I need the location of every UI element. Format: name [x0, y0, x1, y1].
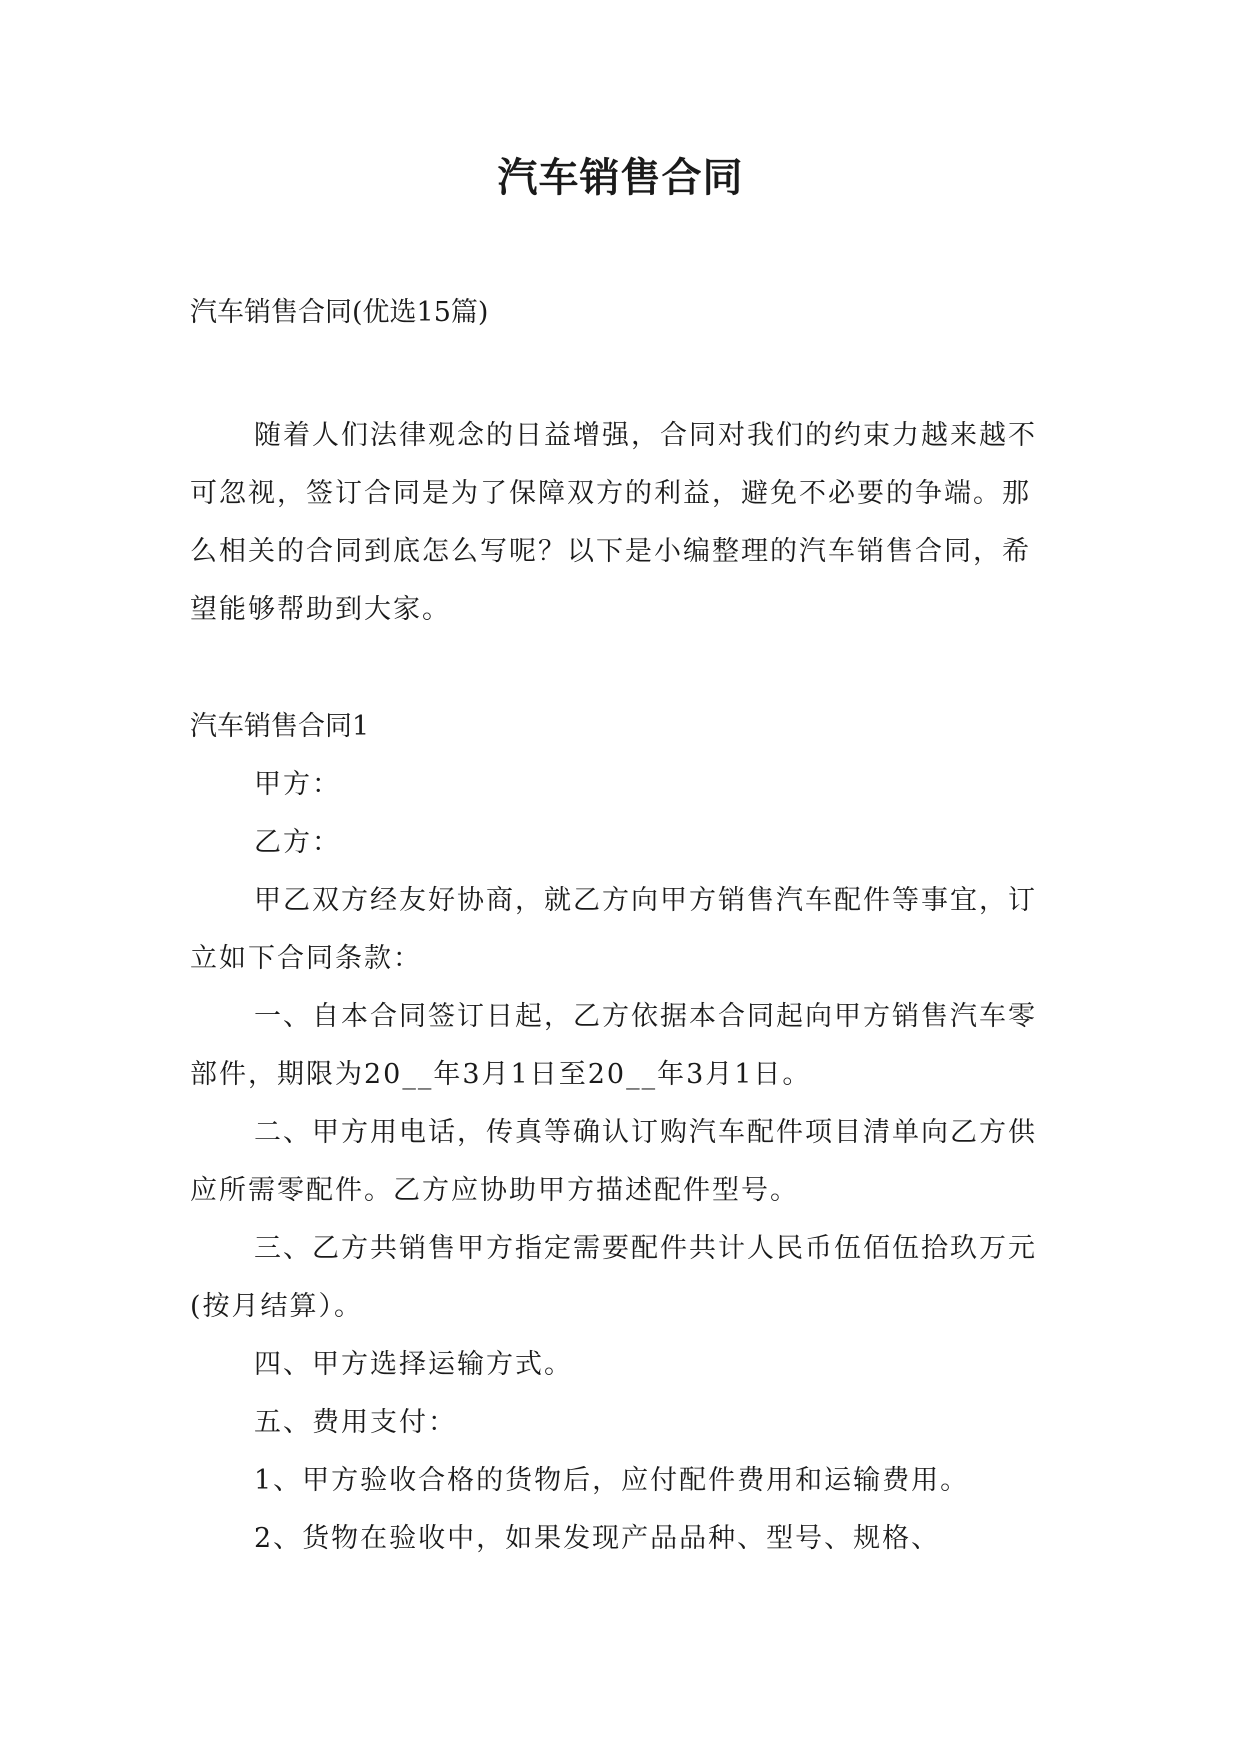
clause-5-item-2: 2、货物在验收中，如果发现产品品种、型号、规格、	[254, 1523, 941, 1554]
clause-preamble: 甲乙双方经友好协商，就乙方向甲方销售汽车配件等事宜，订立如下合同条款：	[190, 885, 1037, 974]
document-title: 汽车销售合同	[497, 155, 744, 201]
clause-party-a: 甲方：	[254, 769, 341, 800]
contract-section	[190, 698, 1050, 1568]
clause-1-term: 一、自本合同签订日起，乙方依据本合同起向甲方销售汽车零部件，期限为20__年3月1日至20__年3月1日。	[190, 1001, 1037, 1090]
clause-2-ordering: 二、甲方用电话，传真等确认订购汽车配件项目清单向乙方供应所需零配件。乙方应协助甲方描述配件型号。	[190, 1117, 1037, 1206]
intro-paragraph: 随着人们法律观念的日益增强，合同对我们的约束力越来越不可忽视，签订合同是为了保障双方的利益，避免不必要的争端。那么相关的合同到底怎么写呢？以下是小编整理的汽车销售合同，希望能够帮助到大家。	[190, 420, 1037, 625]
document-subtitle: 汽车销售合同(优选15篇)	[190, 297, 489, 328]
section-heading: 汽车销售合同1	[190, 711, 370, 742]
clause-party-b: 乙方：	[254, 827, 341, 858]
clause-5-item-1: 1、甲方验收合格的货物后，应付配件费用和运输费用。	[254, 1465, 970, 1496]
clause-4-transport: 四、甲方选择运输方式。	[254, 1349, 573, 1380]
clause-5-payment: 五、费用支付：	[254, 1407, 457, 1438]
clause-3-amount: 三、乙方共销售甲方指定需要配件共计人民币伍佰伍拾玖万元(按月结算）。	[190, 1233, 1037, 1322]
